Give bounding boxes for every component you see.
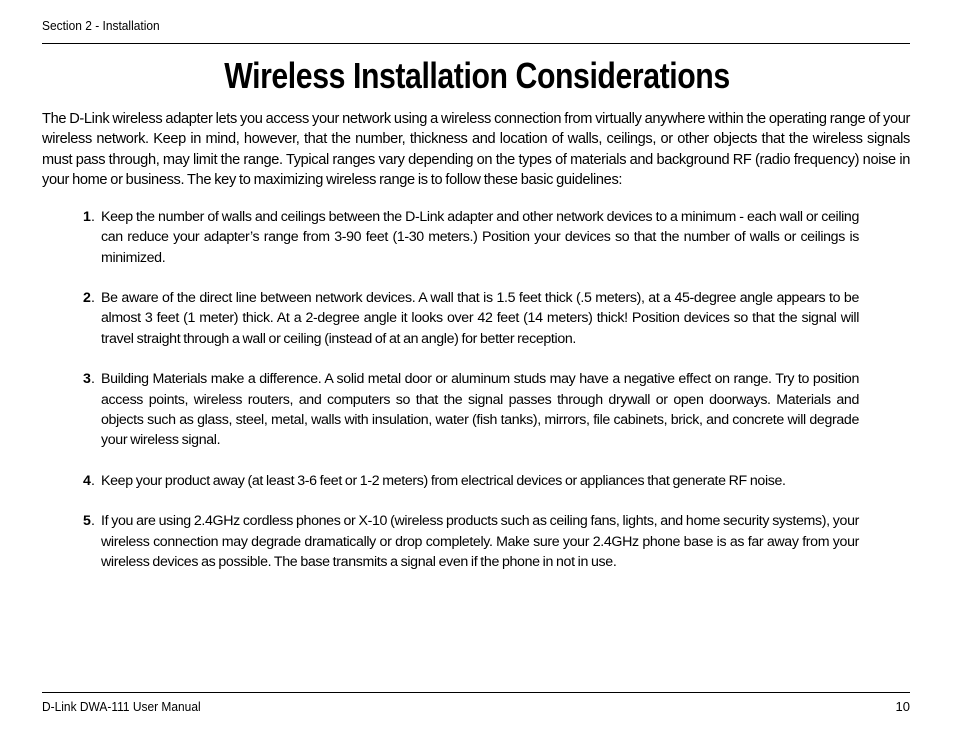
- section-header: Section 2 - Installation: [42, 18, 160, 33]
- header-rule: [42, 43, 910, 44]
- guideline-number: 1: [83, 209, 91, 225]
- guideline-item: [83, 288, 859, 349]
- footer-rule: [42, 692, 910, 693]
- guideline-separator: .: [91, 472, 95, 489]
- page-title: Wireless Installation Considerations: [224, 55, 730, 96]
- guideline-number: 4: [83, 472, 91, 489]
- guideline-item: [83, 511, 859, 572]
- guideline-separator: .: [91, 513, 95, 530]
- guideline-number: 2: [83, 290, 91, 307]
- guideline-number: 3: [83, 371, 91, 388]
- guideline-item: [83, 369, 859, 450]
- guidelines-list: [83, 207, 859, 593]
- guideline-text: Building Materials make a difference. A solid metal door or aluminum studs may have a negative effect on range. Try to position access points, wireless routers, and computers so that the signal passes through drywall or open doorways. Materials and objects such as glass, steel, metal, walls with insulation, water (fish tanks), mirrors, file cabinets, brick, and concrete will degrade your wireless signal.: [101, 371, 859, 449]
- guideline-separator: .: [91, 290, 95, 307]
- intro-paragraph: The D-Link wireless adapter lets you access your network using a wireless connection from virtually anywhere within the operating range of your wireless network. Keep in mind, however, that the number, thickness and location of walls, ceilings, or other objects that the wireless signals must pass through, may limit the range. Typical ranges vary depending on the types of materials and background RF (radio frequency) noise in your home or business. The key to maximizing wireless range is to follow these basic guidelines:: [42, 111, 910, 188]
- footer-page-number: 10: [895, 699, 910, 714]
- guideline-item: [83, 471, 859, 491]
- guideline-text: Keep the number of walls and ceilings between the D-Link adapter and other network devices to a minimum - each wall or ceiling can reduce your adapter’s range from 3-90 feet (1-30 meters.) Position your devices so that the number of walls or ceilings is minimized.: [101, 209, 859, 266]
- guideline-separator: .: [91, 371, 95, 388]
- guideline-separator: .: [91, 209, 95, 225]
- guideline-item: [83, 207, 859, 268]
- guideline-text: Be aware of the direct line between network devices. A wall that is 1.5 feet thick (.5 meters), at a 45-degree angle appears to be almost 3 feet (1 meter) thick. At a 2-degree angle it looks over 42 feet (14 meters) thick! Position devices so that the signal will travel straight through a wall or ceiling (instead of at an angle) for better reception.: [101, 290, 859, 347]
- guideline-text: If you are using 2.4GHz cordless phones or X-10 (wireless products such as ceiling fans, lights, and home security systems), your wireless connection may degrade dramatically or drop completely. Make sure your 2.4GHz phone base is as far away from your wireless devices as possible. The base transmits a signal even if the phone in not in use.: [101, 513, 859, 571]
- footer-manual-name: D-Link DWA-111 User Manual: [42, 699, 201, 714]
- guideline-number: 5: [83, 513, 91, 530]
- guideline-text: Keep your product away (at least 3-6 feet or 1-2 meters) from electrical devices or appliances that generate RF noise.: [101, 472, 786, 489]
